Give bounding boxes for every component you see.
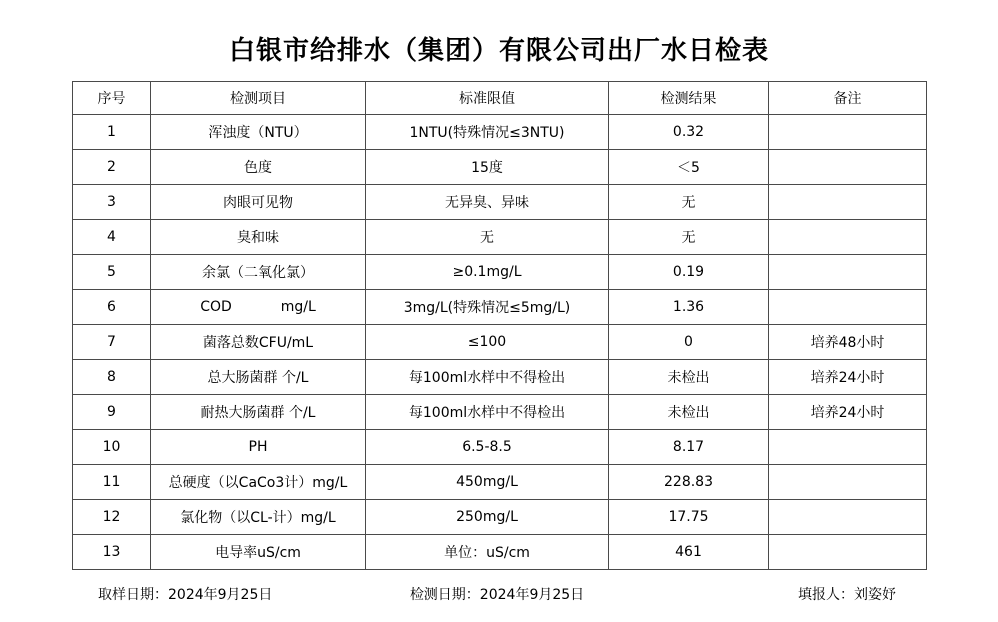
cell-item: 肉眼可见物: [151, 185, 366, 220]
table-row: [73, 325, 927, 360]
cell-remark: [769, 430, 927, 465]
cell-no: 10: [73, 430, 151, 465]
table-row: [73, 220, 927, 255]
header-cell-result: 检测结果: [609, 82, 769, 115]
cell-limit: ≤100: [366, 325, 609, 360]
cell-result: 无: [609, 185, 769, 220]
cell-limit: 6.5-8.5: [366, 430, 609, 465]
cell-limit: 1NTU(特殊情况≤3NTU): [366, 115, 609, 150]
footer-info: [72, 570, 926, 604]
cell-remark: [769, 500, 927, 535]
cell-remark: [769, 290, 927, 325]
cell-remark: [769, 535, 927, 570]
cell-result: 1.36: [609, 290, 769, 325]
cell-item: 色度: [151, 150, 366, 185]
cell-limit: 15度: [366, 150, 609, 185]
cell-remark: [769, 220, 927, 255]
cell-remark: [769, 185, 927, 220]
cell-no: 3: [73, 185, 151, 220]
cell-item: 菌落总数CFU/mL: [151, 325, 366, 360]
table-header-row: [73, 82, 927, 115]
cell-result: 0.32: [609, 115, 769, 150]
cell-item: 氯化物（以CL-计）mg/L: [151, 500, 366, 535]
reporter-name: 填报人：刘姿妤: [798, 587, 896, 603]
cell-no: 2: [73, 150, 151, 185]
header-cell-no: 序号: [73, 82, 151, 115]
cell-remark: [769, 150, 927, 185]
cell-no: 6: [73, 290, 151, 325]
table-row: [73, 185, 927, 220]
cell-item: PH: [151, 430, 366, 465]
header-cell-item: 检测项目: [151, 82, 366, 115]
cell-item: 总大肠菌群 个/L: [151, 360, 366, 395]
table-row: [73, 395, 927, 430]
cell-no: 7: [73, 325, 151, 360]
cell-result: 0: [609, 325, 769, 360]
table-row: [73, 500, 927, 535]
header-cell-limit: 标准限值: [366, 82, 609, 115]
cell-no: 4: [73, 220, 151, 255]
page-title: 白银市给排水（集团）有限公司出厂水日检表: [228, 36, 769, 66]
table-row: [73, 150, 927, 185]
cell-remark: [769, 465, 927, 500]
testing-date: 检测日期：2024年9月25日: [409, 587, 585, 603]
cell-limit: 无: [366, 220, 609, 255]
cell-item: 电导率uS/cm: [151, 535, 366, 570]
table-container: [0, 81, 998, 570]
cell-remark: 培养48小时: [769, 325, 927, 360]
cell-no: 1: [73, 115, 151, 150]
water-quality-table: [72, 81, 927, 570]
cell-limit: 3mg/L(特殊情况≤5mg/L): [366, 290, 609, 325]
cell-no: 8: [73, 360, 151, 395]
cell-no: 5: [73, 255, 151, 290]
cell-result: 未检出: [609, 395, 769, 430]
cell-limit: 单位：uS/cm: [366, 535, 609, 570]
cell-remark: 培养24小时: [769, 360, 927, 395]
cell-limit: 250mg/L: [366, 500, 609, 535]
cell-result: ＜5: [609, 150, 769, 185]
table-row: [73, 255, 927, 290]
cell-result: 228.83: [609, 465, 769, 500]
cell-no: 9: [73, 395, 151, 430]
sampling-date: 取样日期：2024年9月25日: [98, 587, 273, 603]
cell-limit: 每100ml水样中不得检出: [366, 360, 609, 395]
table-row: [73, 360, 927, 395]
cell-result: 17.75: [609, 500, 769, 535]
cell-limit: 每100ml水样中不得检出: [366, 395, 609, 430]
cell-item: COD mg/L: [151, 290, 366, 325]
table-row: [73, 535, 927, 570]
cell-no: 11: [73, 465, 151, 500]
cell-item: 耐热大肠菌群 个/L: [151, 395, 366, 430]
cell-item: 总硬度（以CaCo3计）mg/L: [151, 465, 366, 500]
cell-no: 13: [73, 535, 151, 570]
table-row: [73, 465, 927, 500]
cell-item: 臭和味: [151, 220, 366, 255]
cell-result: 461: [609, 535, 769, 570]
cell-item: 余氯（二氧化氯）: [151, 255, 366, 290]
cell-result: 未检出: [609, 360, 769, 395]
table-row: [73, 290, 927, 325]
cell-limit: 无异臭、异味: [366, 185, 609, 220]
cell-remark: [769, 255, 927, 290]
cell-result: 0.19: [609, 255, 769, 290]
table-row: [73, 430, 927, 465]
cell-result: 无: [609, 220, 769, 255]
table-row: [73, 115, 927, 150]
cell-remark: 培养24小时: [769, 395, 927, 430]
header-cell-remark: 备注: [769, 82, 927, 115]
cell-limit: ≥0.1mg/L: [366, 255, 609, 290]
cell-limit: 450mg/L: [366, 465, 609, 500]
cell-remark: [769, 115, 927, 150]
cell-result: 8.17: [609, 430, 769, 465]
cell-no: 12: [73, 500, 151, 535]
cell-item: 浑浊度（NTU）: [151, 115, 366, 150]
